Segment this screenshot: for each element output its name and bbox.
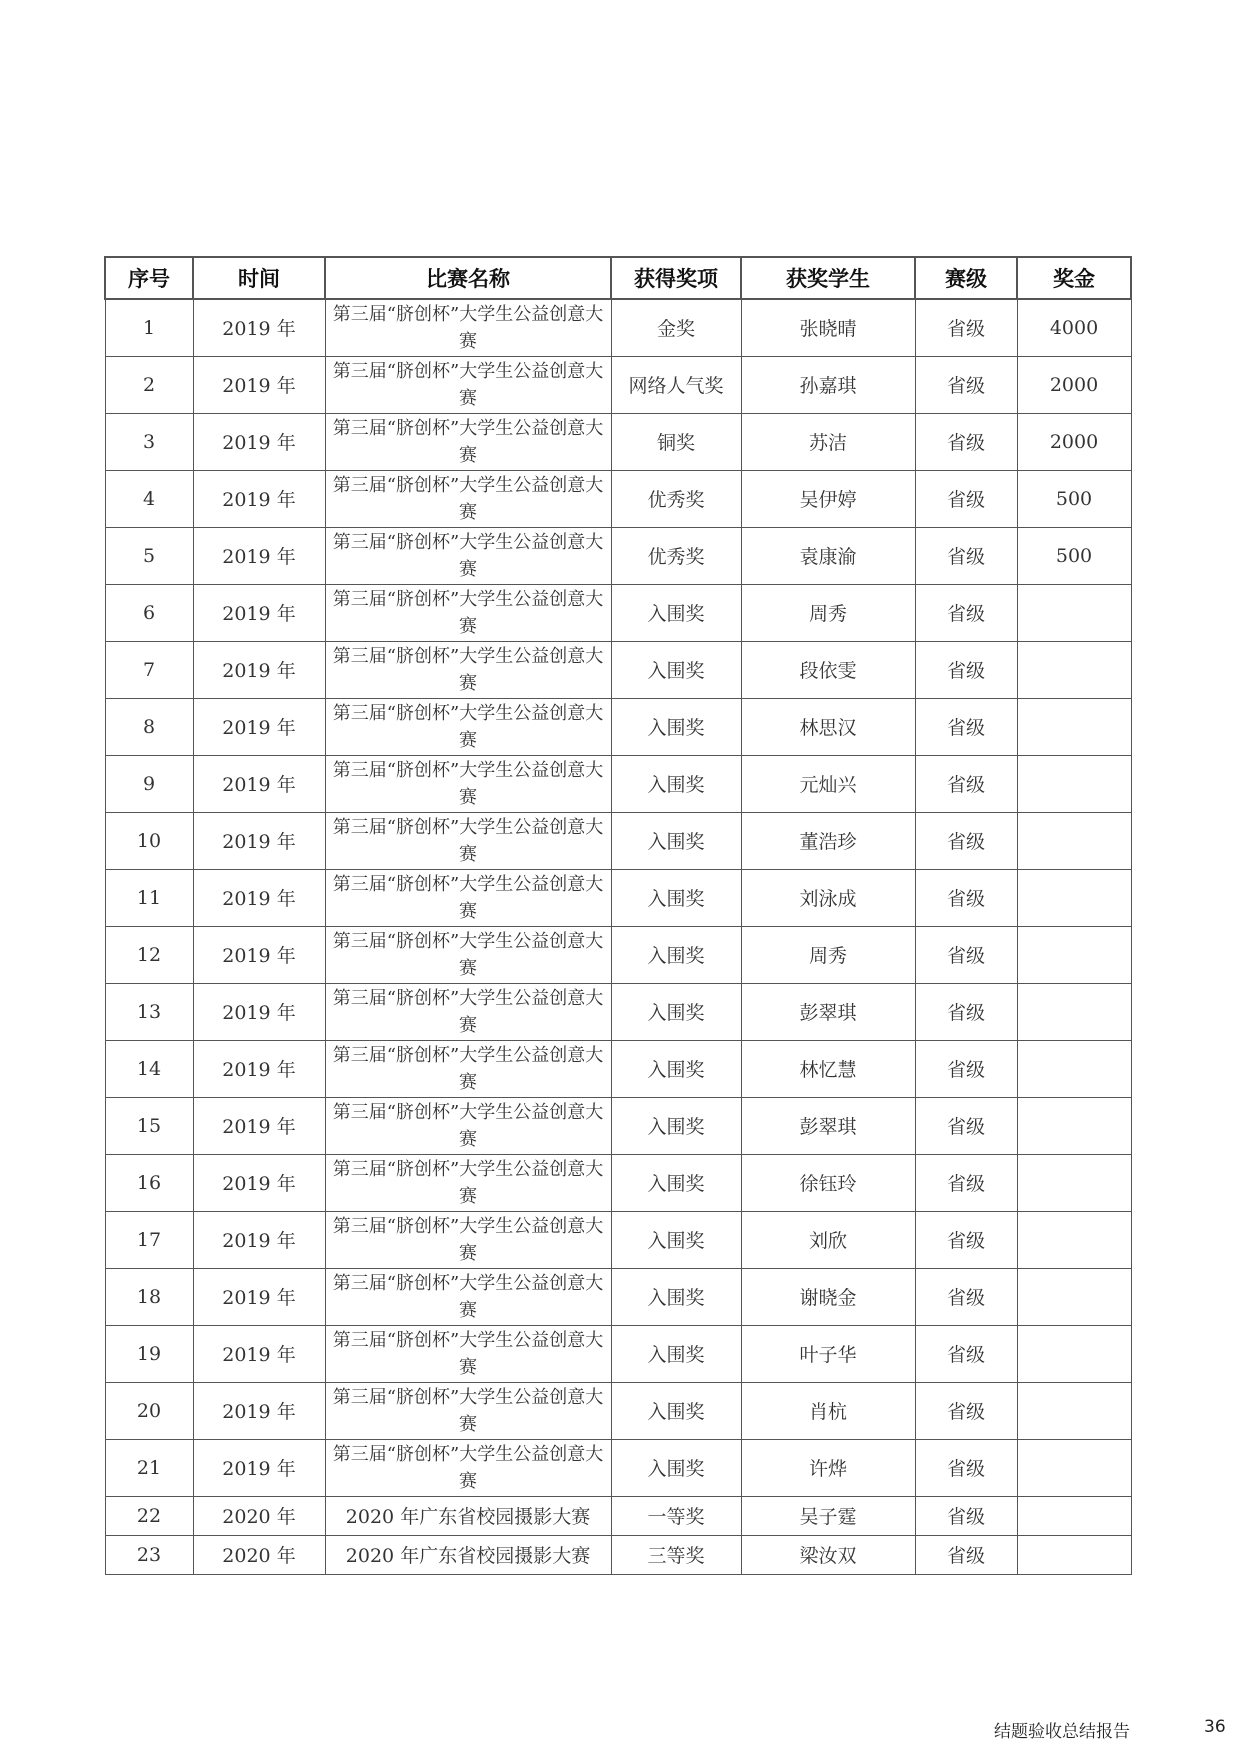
cell-level: 省级 — [915, 983, 1017, 1040]
cell-prize-money — [1017, 1325, 1131, 1382]
cell-competition-name: 第三届“脐创杯”大学生公益创意大赛 — [325, 812, 611, 869]
cell-competition-name: 第三届“脐创杯”大学生公益创意大赛 — [325, 698, 611, 755]
cell-award: 优秀奖 — [611, 470, 741, 527]
table-row — [105, 869, 1131, 926]
cell-prize-money: 2000 — [1017, 356, 1131, 413]
table-row — [105, 1535, 1131, 1574]
table-row — [105, 755, 1131, 812]
cell-competition-name: 第三届“脐创杯”大学生公益创意大赛 — [325, 413, 611, 470]
table-row — [105, 1040, 1131, 1097]
header-prize-money: 奖金 — [1017, 257, 1131, 299]
cell-competition-name: 第三届“脐创杯”大学生公益创意大赛 — [325, 1154, 611, 1211]
cell-prize-money — [1017, 812, 1131, 869]
cell-serial-number: 11 — [105, 869, 193, 926]
table-row — [105, 641, 1131, 698]
cell-award: 入围奖 — [611, 1040, 741, 1097]
cell-competition-name: 第三届“脐创杯”大学生公益创意大赛 — [325, 1211, 611, 1268]
cell-prize-money — [1017, 1211, 1131, 1268]
cell-competition-name: 第三届“脐创杯”大学生公益创意大赛 — [325, 470, 611, 527]
cell-student: 段依雯 — [741, 641, 915, 698]
cell-time: 2019 年 — [193, 1382, 325, 1439]
cell-level: 省级 — [915, 926, 1017, 983]
cell-level: 省级 — [915, 1535, 1017, 1574]
cell-award: 三等奖 — [611, 1535, 741, 1574]
cell-time: 2019 年 — [193, 1439, 325, 1496]
table-row — [105, 413, 1131, 470]
cell-competition-name: 第三届“脐创杯”大学生公益创意大赛 — [325, 1040, 611, 1097]
cell-serial-number: 10 — [105, 812, 193, 869]
cell-time: 2019 年 — [193, 926, 325, 983]
cell-award: 入围奖 — [611, 584, 741, 641]
cell-time: 2019 年 — [193, 1097, 325, 1154]
cell-time: 2019 年 — [193, 869, 325, 926]
cell-serial-number: 16 — [105, 1154, 193, 1211]
table-row — [105, 698, 1131, 755]
cell-award: 入围奖 — [611, 1211, 741, 1268]
cell-award: 入围奖 — [611, 1268, 741, 1325]
cell-prize-money — [1017, 1040, 1131, 1097]
cell-competition-name: 第三届“脐创杯”大学生公益创意大赛 — [325, 299, 611, 356]
cell-level: 省级 — [915, 812, 1017, 869]
cell-time: 2019 年 — [193, 812, 325, 869]
cell-student: 徐钰玲 — [741, 1154, 915, 1211]
cell-time: 2019 年 — [193, 1325, 325, 1382]
cell-competition-name: 第三届“脐创杯”大学生公益创意大赛 — [325, 1325, 611, 1382]
cell-time: 2019 年 — [193, 1211, 325, 1268]
cell-time: 2019 年 — [193, 413, 325, 470]
cell-student: 叶子华 — [741, 1325, 915, 1382]
cell-competition-name: 第三届“脐创杯”大学生公益创意大赛 — [325, 1268, 611, 1325]
cell-prize-money — [1017, 983, 1131, 1040]
cell-time: 2019 年 — [193, 470, 325, 527]
cell-student: 谢晓金 — [741, 1268, 915, 1325]
cell-time: 2019 年 — [193, 755, 325, 812]
cell-competition-name: 第三届“脐创杯”大学生公益创意大赛 — [325, 527, 611, 584]
header-award: 获得奖项 — [611, 257, 741, 299]
cell-level: 省级 — [915, 584, 1017, 641]
cell-level: 省级 — [915, 1496, 1017, 1535]
table-row — [105, 1325, 1131, 1382]
cell-time: 2020 年 — [193, 1535, 325, 1574]
footer-report-title: 结题验收总结报告 — [994, 1722, 1130, 1742]
cell-serial-number: 19 — [105, 1325, 193, 1382]
cell-serial-number: 3 — [105, 413, 193, 470]
cell-award: 入围奖 — [611, 1154, 741, 1211]
cell-competition-name: 第三届“脐创杯”大学生公益创意大赛 — [325, 584, 611, 641]
table-row — [105, 1211, 1131, 1268]
cell-level: 省级 — [915, 1268, 1017, 1325]
cell-serial-number: 21 — [105, 1439, 193, 1496]
cell-award: 入围奖 — [611, 1382, 741, 1439]
cell-time: 2019 年 — [193, 356, 325, 413]
cell-competition-name: 第三届“脐创杯”大学生公益创意大赛 — [325, 1439, 611, 1496]
header-student: 获奖学生 — [741, 257, 915, 299]
cell-student: 刘欣 — [741, 1211, 915, 1268]
awards-table — [104, 256, 1132, 1575]
cell-serial-number: 13 — [105, 983, 193, 1040]
cell-student: 元灿兴 — [741, 755, 915, 812]
cell-award: 入围奖 — [611, 1439, 741, 1496]
header-competition-name: 比赛名称 — [325, 257, 611, 299]
table-row — [105, 1154, 1131, 1211]
header-time: 时间 — [193, 257, 325, 299]
cell-serial-number: 5 — [105, 527, 193, 584]
cell-level: 省级 — [915, 1382, 1017, 1439]
cell-award: 一等奖 — [611, 1496, 741, 1535]
table-row — [105, 1097, 1131, 1154]
cell-level: 省级 — [915, 755, 1017, 812]
cell-level: 省级 — [915, 299, 1017, 356]
cell-level: 省级 — [915, 1211, 1017, 1268]
cell-level: 省级 — [915, 413, 1017, 470]
cell-serial-number: 1 — [105, 299, 193, 356]
cell-prize-money: 2000 — [1017, 413, 1131, 470]
cell-time: 2019 年 — [193, 1154, 325, 1211]
cell-student: 董浩珍 — [741, 812, 915, 869]
cell-level: 省级 — [915, 1040, 1017, 1097]
cell-award: 入围奖 — [611, 641, 741, 698]
cell-student: 孙嘉琪 — [741, 356, 915, 413]
footer-page-number: 36 — [1204, 1717, 1226, 1737]
table-row — [105, 584, 1131, 641]
cell-prize-money — [1017, 869, 1131, 926]
cell-prize-money — [1017, 1496, 1131, 1535]
cell-level: 省级 — [915, 1439, 1017, 1496]
cell-award: 入围奖 — [611, 698, 741, 755]
cell-prize-money: 500 — [1017, 470, 1131, 527]
cell-prize-money: 4000 — [1017, 299, 1131, 356]
cell-serial-number: 12 — [105, 926, 193, 983]
cell-prize-money — [1017, 1439, 1131, 1496]
cell-time: 2019 年 — [193, 584, 325, 641]
table-row — [105, 983, 1131, 1040]
cell-prize-money — [1017, 1382, 1131, 1439]
cell-level: 省级 — [915, 1325, 1017, 1382]
cell-prize-money — [1017, 755, 1131, 812]
cell-student: 彭翠琪 — [741, 983, 915, 1040]
table-row — [105, 812, 1131, 869]
cell-serial-number: 17 — [105, 1211, 193, 1268]
cell-student: 许烨 — [741, 1439, 915, 1496]
table-row — [105, 1382, 1131, 1439]
cell-competition-name: 第三届“脐创杯”大学生公益创意大赛 — [325, 926, 611, 983]
cell-time: 2020 年 — [193, 1496, 325, 1535]
cell-serial-number: 4 — [105, 470, 193, 527]
cell-competition-name: 2020 年广东省校园摄影大赛 — [325, 1496, 611, 1535]
cell-student: 彭翠琪 — [741, 1097, 915, 1154]
cell-competition-name: 第三届“脐创杯”大学生公益创意大赛 — [325, 755, 611, 812]
cell-student: 吴伊婷 — [741, 470, 915, 527]
cell-competition-name: 第三届“脐创杯”大学生公益创意大赛 — [325, 356, 611, 413]
header-serial-number: 序号 — [105, 257, 193, 299]
cell-serial-number: 7 — [105, 641, 193, 698]
cell-level: 省级 — [915, 869, 1017, 926]
cell-level: 省级 — [915, 470, 1017, 527]
cell-student: 肖杭 — [741, 1382, 915, 1439]
cell-prize-money — [1017, 1535, 1131, 1574]
cell-student: 周秀 — [741, 584, 915, 641]
table-row — [105, 1268, 1131, 1325]
cell-student: 袁康渝 — [741, 527, 915, 584]
table-header-row — [105, 257, 1131, 299]
cell-award: 优秀奖 — [611, 527, 741, 584]
cell-student: 梁汝双 — [741, 1535, 915, 1574]
cell-award: 网络人气奖 — [611, 356, 741, 413]
table-row — [105, 470, 1131, 527]
cell-award: 入围奖 — [611, 983, 741, 1040]
header-level: 赛级 — [915, 257, 1017, 299]
table-body — [105, 299, 1131, 1574]
cell-time: 2019 年 — [193, 1268, 325, 1325]
cell-time: 2019 年 — [193, 983, 325, 1040]
cell-time: 2019 年 — [193, 1040, 325, 1097]
cell-competition-name: 第三届“脐创杯”大学生公益创意大赛 — [325, 869, 611, 926]
cell-award: 入围奖 — [611, 869, 741, 926]
cell-award: 入围奖 — [611, 755, 741, 812]
cell-competition-name: 第三届“脐创杯”大学生公益创意大赛 — [325, 1382, 611, 1439]
cell-serial-number: 15 — [105, 1097, 193, 1154]
cell-competition-name: 第三届“脐创杯”大学生公益创意大赛 — [325, 1097, 611, 1154]
cell-prize-money — [1017, 1097, 1131, 1154]
cell-award: 入围奖 — [611, 812, 741, 869]
cell-competition-name: 第三届“脐创杯”大学生公益创意大赛 — [325, 641, 611, 698]
cell-serial-number: 6 — [105, 584, 193, 641]
cell-prize-money — [1017, 1154, 1131, 1211]
cell-student: 周秀 — [741, 926, 915, 983]
cell-competition-name: 第三届“脐创杯”大学生公益创意大赛 — [325, 983, 611, 1040]
cell-time: 2019 年 — [193, 641, 325, 698]
table-row — [105, 926, 1131, 983]
cell-level: 省级 — [915, 698, 1017, 755]
cell-prize-money — [1017, 1268, 1131, 1325]
cell-award: 入围奖 — [611, 1097, 741, 1154]
cell-prize-money — [1017, 584, 1131, 641]
table-row — [105, 356, 1131, 413]
cell-student: 张晓晴 — [741, 299, 915, 356]
cell-student: 刘泳成 — [741, 869, 915, 926]
cell-student: 林忆慧 — [741, 1040, 915, 1097]
cell-serial-number: 8 — [105, 698, 193, 755]
cell-prize-money: 500 — [1017, 527, 1131, 584]
cell-prize-money — [1017, 926, 1131, 983]
cell-student: 苏洁 — [741, 413, 915, 470]
table-row — [105, 1439, 1131, 1496]
cell-level: 省级 — [915, 641, 1017, 698]
cell-level: 省级 — [915, 527, 1017, 584]
cell-award: 入围奖 — [611, 926, 741, 983]
cell-level: 省级 — [915, 1097, 1017, 1154]
cell-serial-number: 9 — [105, 755, 193, 812]
cell-time: 2019 年 — [193, 698, 325, 755]
cell-serial-number: 22 — [105, 1496, 193, 1535]
cell-award: 入围奖 — [611, 1325, 741, 1382]
cell-serial-number: 20 — [105, 1382, 193, 1439]
cell-award: 铜奖 — [611, 413, 741, 470]
cell-level: 省级 — [915, 356, 1017, 413]
cell-time: 2019 年 — [193, 527, 325, 584]
cell-serial-number: 2 — [105, 356, 193, 413]
table-row — [105, 299, 1131, 356]
table-row — [105, 527, 1131, 584]
table-row — [105, 1496, 1131, 1535]
cell-student: 林思汉 — [741, 698, 915, 755]
cell-prize-money — [1017, 698, 1131, 755]
cell-serial-number: 18 — [105, 1268, 193, 1325]
cell-serial-number: 14 — [105, 1040, 193, 1097]
cell-competition-name: 2020 年广东省校园摄影大赛 — [325, 1535, 611, 1574]
cell-level: 省级 — [915, 1154, 1017, 1211]
cell-time: 2019 年 — [193, 299, 325, 356]
cell-student: 吴子霆 — [741, 1496, 915, 1535]
cell-award: 金奖 — [611, 299, 741, 356]
cell-serial-number: 23 — [105, 1535, 193, 1574]
cell-prize-money — [1017, 641, 1131, 698]
